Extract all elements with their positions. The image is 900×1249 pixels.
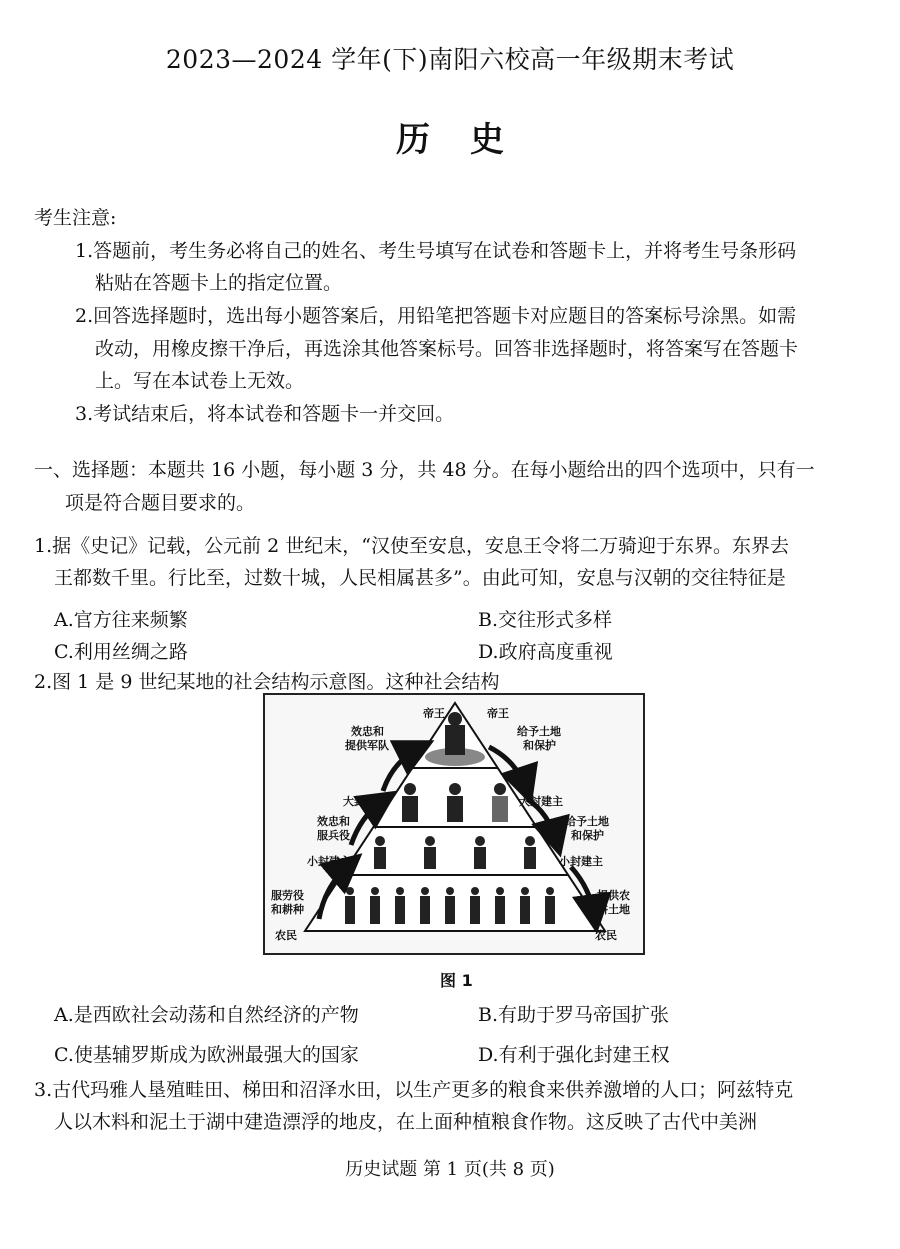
label-give-land-2: 给予土地 <box>565 815 609 828</box>
label-peasant-right: 农民 <box>595 929 617 942</box>
feudal-hierarchy-figure <box>263 693 645 955</box>
label-labor: 和耕种 <box>271 903 304 916</box>
question-1-stem: 1.据《史记》记载，公元前 2 世纪末，“汉使至安息，安息王令将二万骑迎于东界。东界去 <box>34 535 790 557</box>
exam-title: 2023—2024 学年(下)南阳六校高一年级期末考试 <box>165 45 735 74</box>
notice-heading: 考生注意: <box>34 207 117 229</box>
q1-option-c: C.利用丝绸之路 <box>54 641 188 663</box>
question-1-stem: 王都数千里。行比至，过数十城，人民相属甚多”。由此可知，安息与汉朝的交往特征是 <box>54 567 786 589</box>
page-footer: 历史试题 第 1 页(共 8 页) <box>345 1159 555 1180</box>
label-small-lord-right: 小封建主 <box>559 855 603 868</box>
q2-option-a: A.是西欧社会动荡和自然经济的产物 <box>54 1004 359 1026</box>
notice-line: 1.答题前，考生务必将自己的姓名、考生号填写在试卷和答题卡上，并将考生号条形码 <box>75 240 797 262</box>
section-heading: 一、选择题：本题共 16 小题，每小题 3 分，共 48 分。在每小题给出的四个选项中，只有一 <box>34 459 815 481</box>
q2-option-d: D.有利于强化封建王权 <box>478 1044 670 1066</box>
label-big-lord-right: 大封建主 <box>519 795 563 808</box>
q1-option-b: B.交往形式多样 <box>478 609 613 631</box>
label-labor: 服劳役 <box>271 889 304 902</box>
label-loyal-service: 服兵役 <box>317 829 350 842</box>
question-3-stem: 3.古代玛雅人垦殖畦田、梯田和沼泽水田，以生产更多的粮食来供养激增的人口；阿兹特克 <box>34 1079 794 1101</box>
label-give-land-2: 和保护 <box>571 829 604 842</box>
q1-option-a: A.官方往来频繁 <box>54 609 188 631</box>
label-loyal-service: 效忠和 <box>317 815 350 828</box>
notice-line: 改动，用橡皮擦干净后，再选涂其他答案标号。回答非选择题时，将答案写在答题卡 <box>95 338 799 360</box>
label-peasant-left: 农民 <box>275 929 297 942</box>
label-king-left: 帝王 <box>423 707 445 720</box>
label-small-lord-left: 小封建主 <box>307 855 351 868</box>
notice-line: 粘贴在答题卡上的指定位置。 <box>95 272 343 294</box>
question-2-stem: 2.图 1 是 9 世纪某地的社会结构示意图。这种社会结构 <box>34 671 500 693</box>
figure-caption: 图 1 <box>440 971 473 990</box>
q2-option-c: C.使基辅罗斯成为欧洲最强大的国家 <box>54 1044 359 1066</box>
subject-title: 历史 <box>396 120 544 160</box>
label-loyal-army: 提供军队 <box>345 739 389 752</box>
label-big-lord-left: 大封建主 <box>343 795 387 808</box>
label-king-right: 帝王 <box>487 707 509 720</box>
notice-line: 上。写在本试卷上无效。 <box>95 370 305 392</box>
feudal-pyramid-diagram <box>265 695 643 953</box>
notice-line: 3.考试结束后，将本试卷和答题卡一并交回。 <box>75 403 455 425</box>
section-heading: 项是符合题目要求的。 <box>65 492 256 514</box>
question-3-stem: 人以木料和泥土于湖中建造漂浮的地皮，在上面种植粮食作物。这反映了古代中美洲 <box>54 1111 758 1133</box>
q2-option-b: B.有助于罗马帝国扩张 <box>478 1004 670 1026</box>
label-farmland: 提供农 <box>597 889 630 902</box>
notice-line: 2.回答选择题时，选出每小题答案后，用铅笔把答题卡对应题目的答案标号涂黑。如需 <box>75 305 797 327</box>
label-give-land: 给予土地 <box>517 725 561 738</box>
q1-option-d: D.政府高度重视 <box>478 641 613 663</box>
label-give-land: 和保护 <box>523 739 556 752</box>
label-loyal-army: 效忠和 <box>351 725 384 738</box>
peasant-figures <box>345 887 555 924</box>
label-farmland: 耕土地 <box>597 903 630 916</box>
